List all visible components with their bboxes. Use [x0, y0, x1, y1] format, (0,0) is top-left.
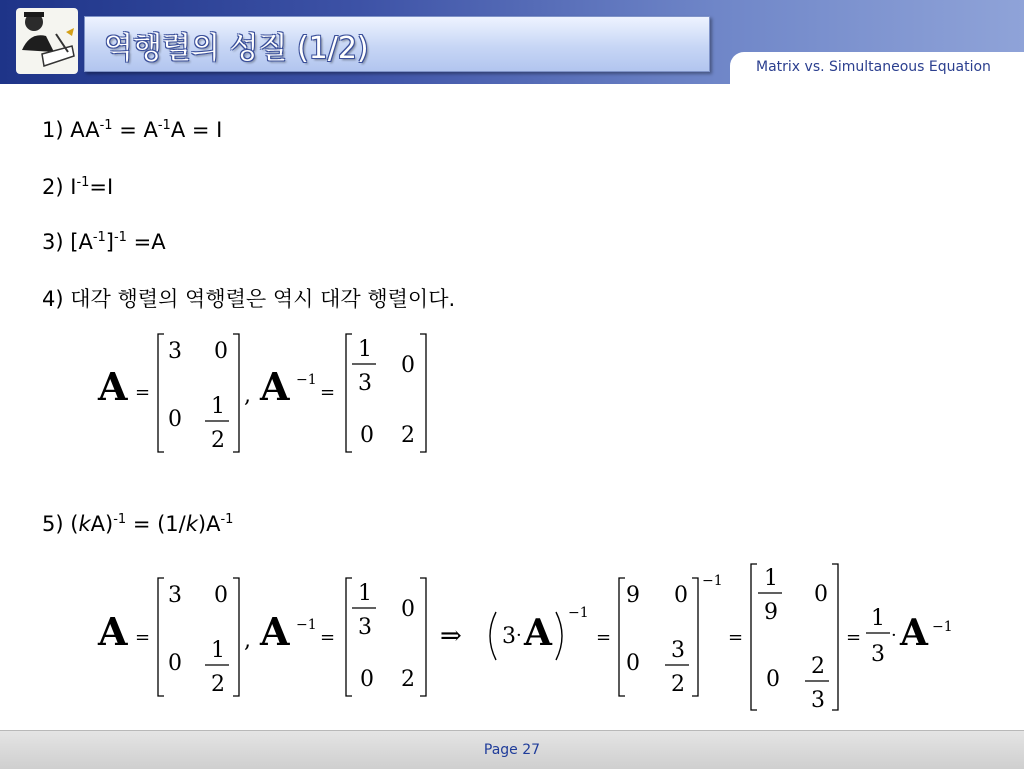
- exponent: -1: [113, 512, 127, 527]
- fraction-denominator: 3: [871, 642, 885, 667]
- matrix-entry: 0: [168, 407, 182, 432]
- matrix-entry: 3: [168, 339, 182, 364]
- property-text: = A: [112, 118, 158, 142]
- bracket-left: [346, 334, 352, 452]
- property-1: [42, 118, 222, 142]
- property-number: 3): [42, 230, 64, 254]
- equals-sign: =: [728, 627, 744, 648]
- property-text: [A: [70, 230, 93, 254]
- matrix-A-symbol: A: [98, 609, 128, 654]
- fraction-numerator: 1: [211, 394, 225, 419]
- property-text: (: [70, 512, 79, 536]
- matrix-entry: 0: [360, 667, 374, 692]
- inverse-exponent: −1: [296, 372, 317, 388]
- property-text: ]: [105, 230, 114, 254]
- bracket-left: [158, 334, 164, 452]
- fraction-denominator: 9: [764, 600, 778, 625]
- property-number: 2): [42, 175, 64, 199]
- equals-sign: =: [135, 382, 151, 403]
- property-text: =I: [89, 175, 114, 199]
- property-text: A = I: [170, 118, 223, 142]
- bracket-left: [619, 578, 625, 696]
- inverse-exponent: −1: [702, 573, 723, 589]
- bracket-right: [420, 578, 426, 696]
- matrix-entry: 0: [401, 353, 415, 378]
- property-text: )A: [197, 512, 221, 536]
- paren-right: [556, 612, 562, 660]
- equation-scalar-inverse: [0, 560, 1024, 720]
- fraction-numerator: 2: [811, 654, 825, 679]
- exponent: -1: [157, 118, 171, 133]
- fraction-denominator: 3: [358, 371, 372, 396]
- matrix-A-symbol: A: [900, 612, 928, 654]
- implies-arrow: ⇒: [440, 621, 462, 651]
- comma: ,: [244, 383, 251, 408]
- bracket-right: [420, 334, 426, 452]
- bracket-right: [233, 334, 239, 452]
- matrix-entry: 0: [214, 583, 228, 608]
- paren-left: [490, 612, 496, 660]
- equals-sign: =: [135, 627, 151, 648]
- fraction-denominator: 3: [358, 615, 372, 640]
- fraction-denominator: 3: [811, 688, 825, 713]
- matrix-entry: 2: [401, 667, 415, 692]
- fraction-denominator: 2: [211, 428, 225, 453]
- exponent: -1: [220, 512, 234, 527]
- fraction-denominator: 2: [211, 672, 225, 697]
- fraction-numerator: 1: [358, 581, 372, 606]
- property-4: [42, 283, 455, 313]
- fraction-numerator: 1: [211, 638, 225, 663]
- page-number: Page 27: [483, 742, 541, 758]
- exponent: -1: [92, 230, 106, 245]
- fraction-numerator: 1: [358, 337, 372, 362]
- scalar-three: 3: [502, 624, 516, 649]
- exponent: -1: [99, 118, 113, 133]
- slide-title: 역행렬의 성질 (1/2): [104, 31, 369, 66]
- fraction-numerator: 1: [764, 566, 778, 591]
- equals-sign: =: [320, 627, 336, 648]
- matrix-A-symbol: A: [260, 364, 290, 409]
- scalar-k: k: [185, 512, 198, 536]
- matrix-entry: 0: [401, 597, 415, 622]
- property-text: =A: [126, 230, 166, 254]
- matrix-A-symbol: A: [524, 612, 552, 654]
- matrix-entry: 0: [814, 582, 828, 607]
- fraction-denominator: 2: [671, 672, 685, 697]
- bracket-left: [346, 578, 352, 696]
- multiply-dot: ·: [891, 625, 897, 646]
- inverse-exponent: −1: [296, 617, 317, 633]
- property-number: 1): [42, 118, 64, 142]
- matrix-entry: 0: [360, 423, 374, 448]
- bracket-right: [692, 578, 698, 696]
- property-text: I: [70, 175, 77, 199]
- property-2: [42, 175, 113, 199]
- exponent: -1: [76, 175, 90, 190]
- property-5: [42, 512, 233, 536]
- scalar-k: k: [78, 512, 91, 536]
- property-text: AA: [70, 118, 100, 142]
- slide-subtitle: Matrix vs. Simultaneous Equation: [756, 59, 991, 75]
- matrix-entry: 0: [766, 667, 780, 692]
- matrix-entry: 3: [168, 583, 182, 608]
- matrix-entry: 0: [674, 583, 688, 608]
- multiply-dot: ·: [516, 625, 522, 646]
- bracket-right: [233, 578, 239, 696]
- fraction-numerator: 1: [871, 606, 885, 631]
- slide-footer: [0, 730, 1024, 769]
- matrix-entry: 2: [401, 423, 415, 448]
- property-text: = (1/: [126, 512, 186, 536]
- property-number: 5): [42, 512, 64, 536]
- bracket-left: [751, 564, 757, 710]
- property-3: [42, 230, 166, 254]
- inverse-exponent: −1: [932, 619, 953, 635]
- equals-sign: =: [320, 382, 336, 403]
- property-number: 4): [42, 287, 64, 311]
- bracket-left: [158, 578, 164, 696]
- matrix-A-symbol: A: [260, 609, 290, 654]
- comma: ,: [244, 628, 251, 653]
- fraction-numerator: 3: [671, 638, 685, 663]
- matrix-entry: 9: [626, 583, 640, 608]
- writer-icon: [14, 6, 80, 76]
- equals-sign: =: [596, 627, 612, 648]
- matrix-entry: 0: [626, 651, 640, 676]
- exponent: -1: [113, 230, 127, 245]
- property-text: 대각 행렬의 역행렬은 역시 대각 행렬이다.: [70, 287, 456, 311]
- matrix-entry: 0: [168, 651, 182, 676]
- property-text: A): [90, 512, 114, 536]
- bracket-right: [832, 564, 838, 710]
- equals-sign: =: [846, 627, 862, 648]
- inverse-exponent: −1: [568, 605, 589, 621]
- matrix-entry: 0: [214, 339, 228, 364]
- equation-diagonal-inverse: [0, 320, 1024, 460]
- matrix-A-symbol: A: [98, 364, 128, 409]
